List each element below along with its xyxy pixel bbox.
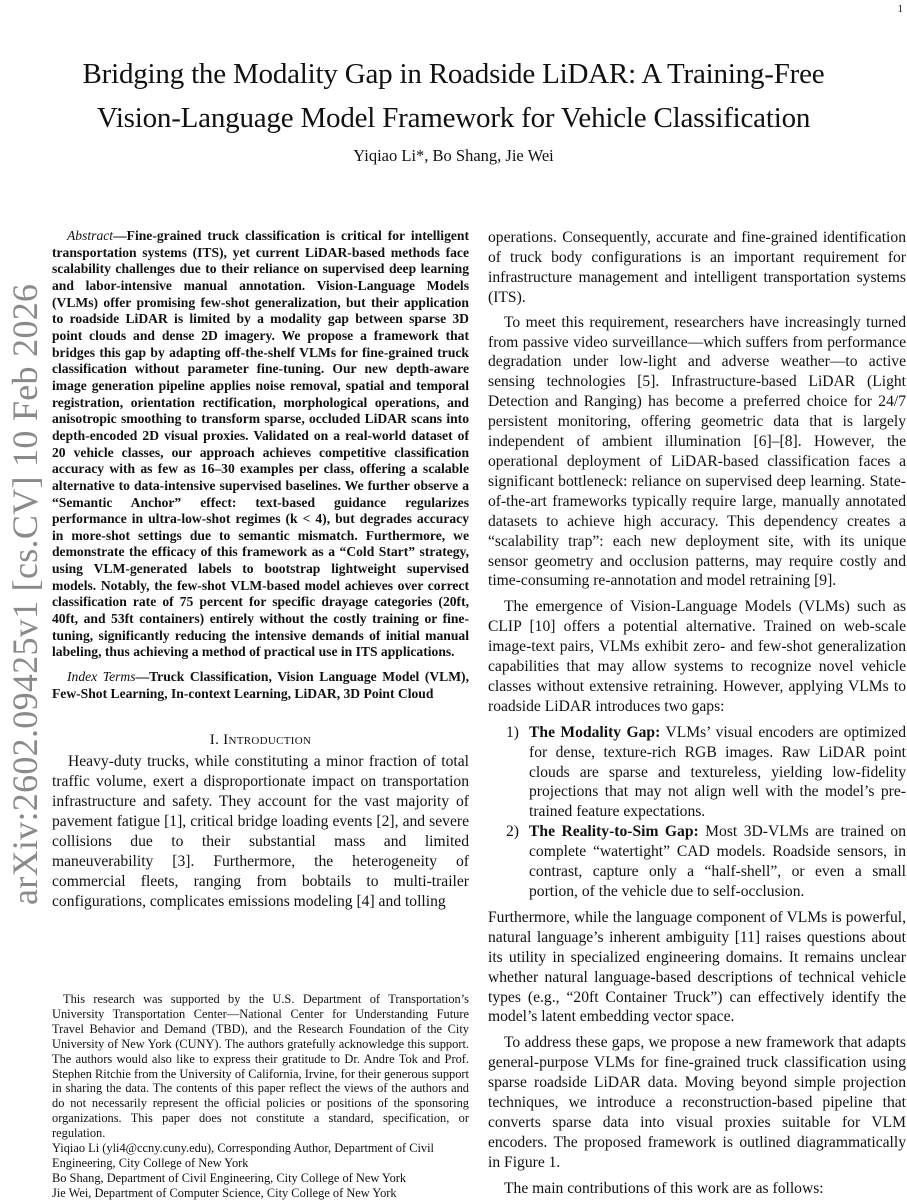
gap-title: The Modality Gap:	[529, 723, 661, 741]
arxiv-identifier-stamp[interactable]: arXiv:2602.09425v1 [cs.CV] 10 Feb 2026	[5, 283, 45, 905]
footnote	[52, 992, 469, 1201]
list-marker: 1)	[506, 723, 519, 741]
index-terms-label: Index Terms	[67, 669, 136, 685]
list-marker: 2)	[506, 823, 519, 841]
abstract	[52, 228, 469, 661]
paper-title	[0, 52, 907, 140]
intro-paragraph-3: The emergence of Vision-Language Models (VLMs) such as CLIP [10] offers a potential alternative. Trained on web-scale image-text pairs, VLMs exhibit zero- and few-shot generalization capabilities that may allow systems to recognize novel vehicle classes without extensive retraining. However, applying VLMs to roadside LiDAR introduces two gaps:	[488, 598, 906, 715]
gap-text: Most 3D-VLMs are trained on complete “watertight” CAD models. Roadside sensors, in contrast, capture only a “half-shell”, or even a small portion, of the vehicle due to self-occlusion.	[529, 823, 906, 900]
abstract-text: —Fine-grained truck classification is critical for intelligent transportation systems (ITS), yet current LiDAR-based methods face scalability challenges due to their reliance on supervised deep learning and labor-intensive manual annotation. Vision-Language Models (VLMs) offer promising few-shot generalization, but their application to roadside LiDAR is limited by a modality gap between sparse 3D point clouds and dense 2D imagery. We propose a framework that bridges this gap by adapting off-the-shelf VLMs for fine-grained truck classification without parameter fine-tuning. Our new depth-aware image generation pipeline applies noise removal, spatial and temporal registration, orientation rectification, morphological operations, and anisotropic smoothing to transform sparse, occluded LiDAR scans into depth-encoded 2D visual proxies. Validated on a real-world dataset of 20 vehicle classes, our approach achieves competitive classification accuracy with as few as 16–30 examples per class, offering a scalable alternative to data-intensive supervised baselines. We further observe a “Semantic Anchor” effect: text-based guidance regularizes performance in ultra-low-shot regimes (k < 4), but degrades accuracy in more-shot settings due to semantic mismatch. Furthermore, we demonstrate the efficacy of this framework as a “Cold Start” strategy, using VLM-generated labels to bootstrap lightweight supervised models. Notably, the few-shot VLM-based model achieves over correct classification rate of 75 percent for specific drayage categories (20ft, 40ft, and 53ft containers) entirely without the costly training or fine-tuning, significantly reducing the intensive demands of initial manual labeling, thus achieving a method of practical use in ITS applications.	[52, 228, 469, 660]
author-affiliation-3: Jie Wei, Department of Computer Science, City College of New York	[52, 1185, 397, 1200]
index-terms-text: —Truck Classification, Vision Language Model (VLM), Few-Shot Learning, In-context Learning, LiDAR, 3D Point Cloud	[52, 669, 469, 701]
author-list: Yiqiao Li*, Bo Shang, Jie Wei	[353, 146, 554, 165]
intro-paragraph-4: Furthermore, while the language component of VLMs is powerful, natural language’s inherent ambiguity [11] raises questions about its utility in specialized engineering domains. It remains unclear whether natural language-based descriptions of technical vehicle types (e.g., “20ft Container Truck”) can effectively identify the model’s latent embedding vector space.	[488, 908, 906, 1026]
gap-title: The Reality-to-Sim Gap:	[529, 823, 699, 841]
right-column	[488, 228, 906, 1199]
author-affiliation-1: Yiqiao Li (yli4@ccny.cuny.edu), Corresponding Author, Department of Civil Engineering, City College of New York	[52, 1141, 434, 1170]
gap-list-item	[488, 723, 906, 823]
intro-paragraph-2: To meet this requirement, researchers have increasingly turned from passive video surveillance—which suffers from performance degradation under low-light and adverse weather—to active sensing technologies [5]. Infrastructure-based LiDAR (Light Detection and Ranging) has become a preferred choice for 24/7 persistent monitoring, offering geometric data that is largely independent of ambient illumination [6]–[8]. However, the operational deployment of LiDAR-based classification faces a significant bottleneck: reliance on supervised deep learning. State-of-the-art frameworks typically require large, manually annotated datasets to achieve high accuracy. This dependency creates a “scalability trap”: each new deployment site, with its unique sensor geometry and occlusion patterns, may require costly and time-consuming re-annotation and model retraining [9].	[488, 313, 906, 590]
intro-paragraph-1: Heavy-duty trucks, while constituting a minor fraction of total traffic volume, exert a disproportionate impact on transportation infrastructure and safety. They account for the vast majority of pavement fatigue [1], critical bridge loading events [2], and severe collisions due to their substantial mass and limited maneuverability [3]. Furthermore, the heterogeneity of commercial fleets, ranging from bobtails to multi-trailer configurations, complicates emissions modeling [4] and tolling	[52, 753, 469, 910]
gap-list-item	[488, 822, 906, 902]
index-terms	[52, 669, 469, 702]
section-title: Introduction	[223, 732, 312, 749]
paper-title-line-2: Vision-Language Model Framework for Vehicle Classification	[96, 102, 811, 134]
intro-paragraph-1-continued: operations. Consequently, accurate and fine-grained identification of truck body configurations is an important requirement for infrastructure management and intelligent transportation systems (ITS).	[488, 229, 906, 306]
intro-paragraph-6: The main contributions of this work are as follows:	[504, 1179, 824, 1197]
paper-title-line-1: Bridging the Modality Gap in Roadside LiDAR: A Training-Free	[82, 58, 825, 90]
gap-text: VLMs’ visual encoders are optimized for dense, texture-rich RGB images. Raw LiDAR point clouds are sparse and textureless, yielding low-fidelity projections that may not align well with the model’s pre-trained feature expectations.	[529, 723, 906, 821]
intro-paragraph-5: To address these gaps, we propose a new framework that adapts general-purpose VLMs for fine-grained truck classification using sparse roadside LiDAR data. Moving beyond simple projection techniques, we introduce a reconstruction-based pipeline that converts sparse data into visual proxies suitable for VLM encoders. The proposed framework is outlined diagrammatically in Figure 1.	[488, 1034, 906, 1171]
page-number: 1	[897, 3, 903, 15]
modality-gaps-list	[488, 723, 906, 902]
abstract-label: Abstract	[67, 228, 114, 243]
funding-acknowledgement: This research was supported by the U.S. Department of Transportation’s University Transportation Center—National Center for Understanding Future Travel Behavior and Demand (TBD), and the Research Foundation of the City University of New York (CUNY). The authors gratefully acknowledge this support. The authors would also like to express their gratitude to Dr. Andre Tok and Prof. Stephen Ritchie from the University of California, Irvine, for their generous support in sharing the data. The contents of this paper reflect the views of the authors and do not necessarily represent the official policies or positions of the sponsoring organizations. This paper does not constitute a standard, specification, or regulation.	[52, 992, 469, 1141]
section-heading-introduction	[52, 730, 469, 750]
left-column	[52, 228, 469, 912]
section-number: I.	[209, 732, 220, 749]
author-affiliation-2: Bo Shang, Department of Civil Engineering, City College of New York	[52, 1170, 407, 1185]
